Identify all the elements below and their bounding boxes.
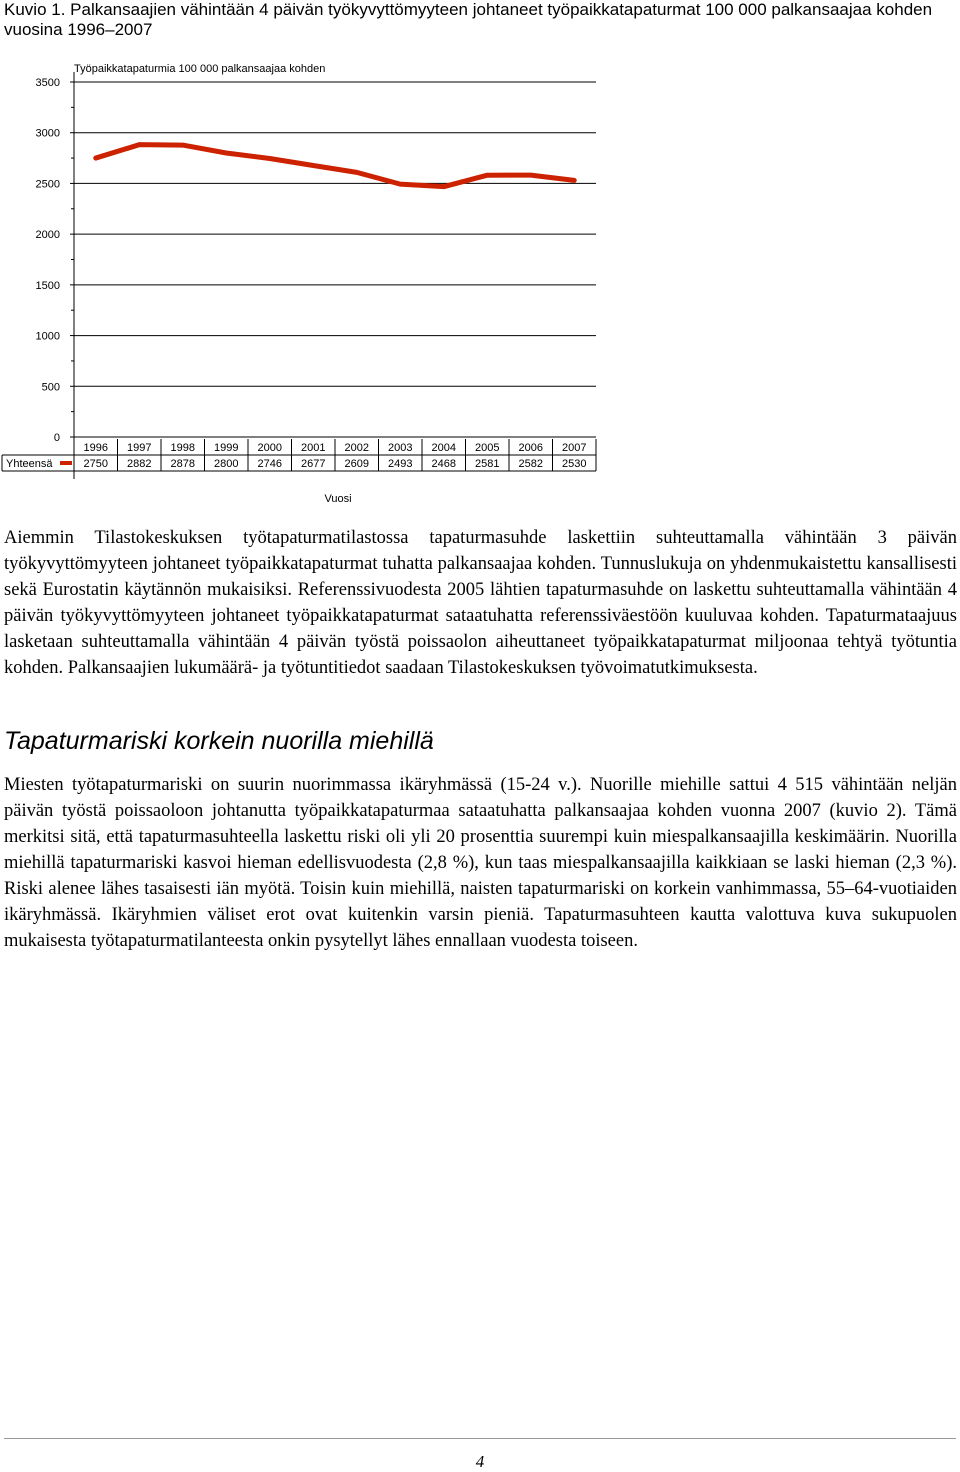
paragraph-young-men: Miesten työtapaturmariski on suurin nuorimmassa ikäryhmässä (15-24 v.). Nuorille miehille sattui 4 515 vähintään neljän päivän työstä poissaoloon johtanutta työpaikkatapaturmaa sataatuhatta palkansaajaa kohden vuonna 2007 (kuvio 2). Tämä merkitsi sitä, että tapaturmasuhteella laskettu riski oli yli 20 prosenttia suurempi kuin miespalkansaajilla keskimäärin. Nuorilla miehillä tapaturmariski kasvoi hieman edellisvuodesta (2,8 %), kun taas miespalkansaajilla kaikkiaan se laski hieman (2,3 %). Riski alenee lähes tasaisesti iän myötä. Toisin kuin miehillä, naisten tapaturmariski on korkein vanhimmassa, 55–64-vuotiaiden ikäryhmässä. Ikäryhmien väliset erot ovat kuitenkin varsin pieniä. Tapaturmasuhteen kautta valottuva kuva sukupuolen mukaisesta työtapaturmatilanteesta onkin pysytellyt lähes ennallaan vuodesta toiseen.: [4, 775, 957, 951]
x-tick-label: 2006: [518, 442, 543, 454]
line-chart: [0, 58, 600, 508]
data-value-label: 2581: [475, 458, 500, 470]
data-value-label: 2493: [388, 458, 413, 470]
y-tick-label: 500: [41, 381, 60, 394]
chart-svg: [0, 58, 600, 508]
series-line-yhteensa: [96, 145, 575, 187]
x-tick-label: 2007: [562, 442, 587, 454]
y-tick-label: 1500: [35, 279, 60, 292]
chart-title: Työpaikkatapaturmia 100 000 palkansaajaa kohden: [74, 63, 326, 75]
footer-divider: [4, 1438, 956, 1439]
x-tick-label: 1997: [127, 442, 152, 454]
y-tick-label: 1000: [35, 330, 60, 343]
data-value-label: 2468: [431, 458, 456, 470]
y-tick-label: 3000: [35, 127, 60, 140]
data-value-label: 2746: [257, 458, 282, 470]
x-tick-label: 2001: [301, 442, 326, 454]
data-value-label: 2609: [344, 458, 369, 470]
x-tick-label: 2002: [344, 442, 369, 454]
legend-series-name: Yhteensä: [6, 458, 53, 470]
x-tick-label: 2004: [431, 442, 456, 454]
data-value-label: 2800: [214, 458, 239, 470]
y-tick-label: 0: [53, 432, 60, 444]
page-number: 4: [475, 1452, 485, 1471]
data-value-label: 2878: [170, 458, 195, 470]
data-value-label: 2882: [127, 458, 152, 470]
data-value-label: 2750: [83, 458, 108, 470]
x-tick-label: 2005: [475, 442, 500, 454]
x-tick-label: 1999: [214, 442, 239, 454]
x-axis-label: Vuosi: [324, 493, 352, 505]
figure-caption: Kuvio 1. Palkansaajien vähintään 4 päivän työkyvyttömyyteen johtaneet työpaikkatapaturmat 100 000 palkansaajaa kohden vuosina 1996–2007: [4, 0, 933, 39]
data-value-label: 2582: [518, 458, 543, 470]
legend-swatch: [60, 461, 72, 465]
data-value-label: 2677: [301, 458, 326, 470]
data-value-label: 2530: [562, 458, 587, 470]
y-tick-label: 3500: [35, 77, 60, 89]
y-tick-label: 2500: [35, 178, 60, 191]
x-tick-label: 2003: [388, 442, 413, 454]
x-tick-label: 1998: [170, 442, 195, 454]
section-heading: Tapaturmariski korkein nuorilla miehillä: [4, 727, 434, 755]
x-tick-label: 2000: [257, 442, 282, 454]
y-tick-label: 2000: [35, 229, 60, 242]
paragraph-method: Aiemmin Tilastokeskuksen työtapaturmatilastossa tapaturmasuhde laskettiin suhteuttamalla vähintään 3 päivän työkyvyttömyyteen johtaneet työpaikkatapaturmat tuhatta palkansaajaa kohden. Tunnuslukuja on yhdenmukaistettu kansallisesti sekä Eurostatin käytännön mukaisiksi. Referenssivuodesta 2005 lähtien tapaturmasuhde on laskettu suhteuttamalla vähintään 4 päivän työkyvyttömyyteen johtaneet työpaikkatapaturmat sataatuhatta referenssiväestöön kuuluvaa kohden. Tapaturmataajuus lasketaan suhteuttamalla vähintään 4 päivän työstä poissaolon aiheuttaneet työpaikkatapaturmat miljoonaa tehtyä työtuntia kohden. Palkansaajien lukumäärä- ja työtuntitiedot saadaan Tilastokeskuksen työvoimatutkimuksesta.: [4, 528, 957, 678]
x-tick-label: 1996: [83, 442, 108, 454]
